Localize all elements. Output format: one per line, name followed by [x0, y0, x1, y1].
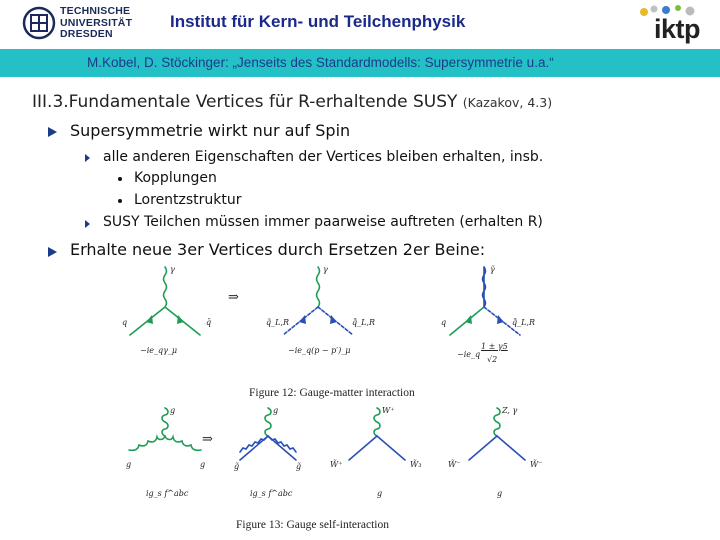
particle-label: q̃̄_L,R [512, 318, 535, 327]
particle-label: γ [170, 265, 175, 274]
author-line: M.Kobel, D. Stöckinger: „Jenseits des Standardmodells: Supersymmetrie u.a.“ [87, 55, 554, 70]
university-name-line: TECHNISCHE [60, 5, 131, 17]
gluon-line [162, 408, 168, 436]
squark-arrow-icon [497, 315, 504, 324]
squark-arrow-icon [330, 315, 337, 324]
wino-line [497, 436, 525, 460]
university-name-line: DRESDEN [60, 28, 113, 40]
particle-label: W̃⁺ [330, 460, 343, 469]
coupling-label: ig_s f^abc [146, 489, 189, 498]
wino-line [469, 436, 497, 460]
particle-label: W⁺ [382, 406, 395, 415]
particle-label: q̃_L,R [266, 318, 289, 327]
bullet-2: Erhalte neue 3er Vertices durch Ersetzen 2er Beine: [70, 240, 486, 259]
photon-line [164, 267, 167, 307]
squark-arrow-icon [299, 315, 306, 324]
particle-label: q [122, 318, 128, 327]
particle-label: q [441, 318, 447, 327]
particle-label: g [170, 406, 176, 415]
figure-13-caption: Figure 13: Gauge self-interaction [236, 519, 389, 531]
sub-bullet-2: SUSY Teilchen müssen immer paarweise auftreten (erhalten R) [103, 214, 543, 230]
particle-label: g [273, 406, 279, 415]
particle-label: γ [323, 265, 328, 274]
coupling-label: −ie_q(p − p′)_μ [288, 346, 351, 355]
wino-line [377, 436, 405, 460]
gluon-line [374, 408, 380, 436]
figure-12-caption: Figure 12: Gauge-matter interaction [249, 387, 415, 399]
wino-line [349, 436, 377, 460]
university-name-line: UNIVERSITÄT [60, 16, 133, 29]
gluino-line [240, 436, 268, 452]
sub-bullet-1: alle anderen Eigenschaften der Vertices bleiben erhalten, insb. [103, 149, 544, 165]
particle-label: g [377, 489, 383, 498]
section-title-text: III.3.Fundamentale Vertices für R-erhaltende SUSY [32, 92, 458, 112]
gluon-line [165, 436, 201, 450]
particle-label: W̃⁻ [530, 460, 543, 469]
particle-label: g [200, 460, 206, 469]
particle-label: γ̃ [490, 265, 495, 274]
particle-label: g [497, 489, 503, 498]
sub-sub-item-2: Lorentzstruktur [134, 192, 242, 208]
photon-line [317, 267, 320, 307]
particle-label: W̃₃ [410, 460, 422, 469]
bullet-1: Supersymmetrie wirkt nur auf Spin [70, 121, 351, 140]
gluon-line [129, 436, 165, 450]
fermion-arrow-icon [146, 315, 153, 324]
particle-label: W̃⁻ [448, 460, 461, 469]
coupling-label: −ie_q [457, 350, 481, 359]
gluino-line [268, 436, 296, 452]
section-reference: (Kazakov, 4.3) [462, 95, 553, 110]
institute-title: Institut für Kern- und Teilchenphysik [170, 12, 466, 31]
coupling-fraction-denominator: √2 [487, 355, 498, 364]
particle-label: Z, γ [502, 406, 518, 415]
gluon-line [265, 408, 271, 436]
particle-label: q̄ [206, 318, 212, 327]
coupling-fraction-numerator: 1 ± γ5 [481, 342, 508, 351]
coupling-label: −ie_qγ_μ [140, 346, 178, 355]
iktp-logo-text: iktp [654, 14, 701, 44]
particle-label: q̃̄_L,R [352, 318, 375, 327]
particle-label: g̃ [234, 462, 240, 471]
coupling-label: ig_s f^abc [250, 489, 293, 498]
arrow-icon: ⇒ [202, 432, 213, 447]
arrow-icon: ⇒ [228, 290, 239, 305]
particle-label: g̃ [296, 462, 302, 471]
sub-sub-item-1: Kopplungen [134, 170, 217, 186]
particle-label: g [126, 460, 132, 469]
gluon-line [494, 408, 500, 436]
fermion-arrow-icon [177, 315, 184, 324]
